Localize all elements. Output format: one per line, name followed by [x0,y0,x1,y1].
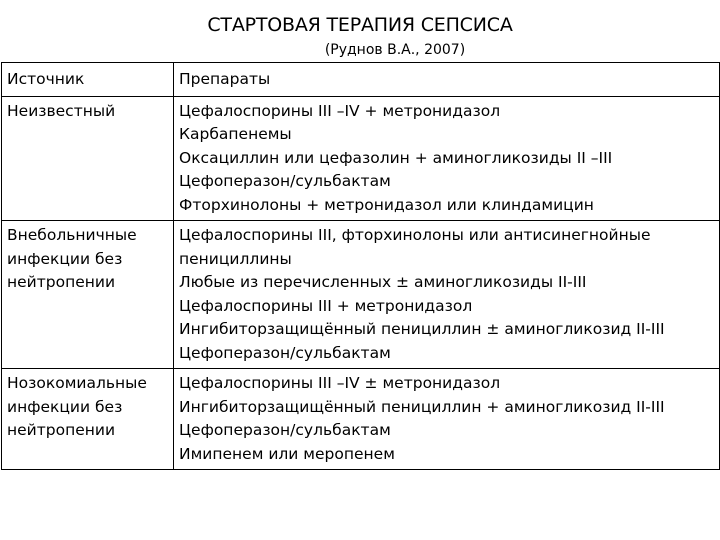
drug-line: Имипенем или меропенем [179,444,395,463]
drug-line: Любые из перечисленных ± аминогликозиды II-III [179,273,587,291]
source-cell [2,369,174,470]
therapy-table [1,62,720,470]
drug-line: Цефалоспорины III, фторхинолоны или антисинегнойные [179,226,651,244]
drugs-cell [174,221,720,369]
source-line: Неизвестный [7,101,116,120]
source-line: инфекции без [7,397,123,416]
header-source: Источник [2,63,174,97]
drug-line: Цефалоспорины III –IV + метронидазол [179,101,501,120]
drug-line: Оксациллин или цефазолин + аминогликозиды II –III [179,148,613,167]
header-drugs: Препараты [174,63,720,97]
drugs-cell [174,369,720,470]
table-row [2,369,720,470]
table-header-row [2,63,720,97]
drug-line: Карбапенемы [179,125,292,143]
drug-line: Цефалоспорины III –IV ± метронидазол [179,374,501,392]
source-cell [2,96,174,221]
table-row [2,96,720,221]
drug-line: Цефоперазон/сульбактам [179,421,391,439]
source-cell [2,221,174,369]
drug-line: пенициллины [179,249,292,268]
source-line: инфекции без [7,249,123,268]
drugs-cell [174,96,720,221]
drug-line: Цефоперазон/сульбактам [179,172,391,190]
table-row [2,221,720,369]
slide-title: СТАРТОВАЯ ТЕРАПИЯ СЕПСИСА [207,14,513,36]
slide-subtitle: (Руднов В.А., 2007) [324,42,466,58]
drug-line: Ингибиторзащищённый пенициллин ± аминогликозид II-III [179,320,665,338]
source-line: нейтропении [7,421,116,439]
source-line: Нозокомиальные [7,374,147,392]
drug-line: Цефоперазон/сульбактам [179,343,391,362]
drug-line: Фторхинолоны + метронидазол или клиндамицин [179,195,594,214]
drug-line: Цефалоспорины III + метронидазол [179,296,473,315]
source-line: нейтропении [7,273,116,291]
source-line: Внебольничные [7,226,137,244]
drug-line: Ингибиторзащищённый пенициллин + аминогликозид II-III [179,397,665,416]
